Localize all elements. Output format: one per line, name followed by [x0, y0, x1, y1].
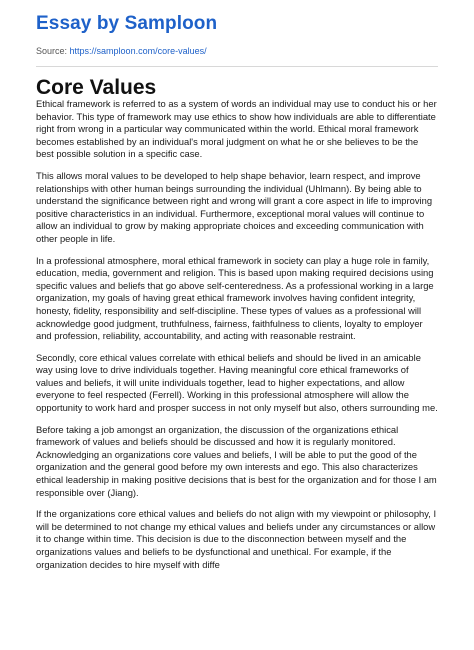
paragraph-2: This allows moral values to be developed to help shape behavior, learn respect, and improve relationships with other human beings surrounding the individual (Uhlmann). By being able to understand the significance between right and wrong will grant a core aspect in life to improving positive characteristics in an individual. Furthermore, exceptional moral values will continue to allow an individual to grow by making appropriate choices and exceeding communication with other people in life.	[36, 169, 433, 244]
source-link[interactable]: https://samploon.com/core-values/	[69, 46, 207, 56]
paragraph-5: Before taking a job amongst an organization, the discussion of the organizations ethical framework of values and beliefs should be discussed and how it is regularly monitored. Acknowledging an organizations core values and beliefs, I will be able to put the good of the organization and the general good before my own interests and ego. This also characterizes ethical leadership in making positive decisions that is best for the organization and for those I am responsible over (Jiang).	[36, 423, 437, 498]
document-title: Core Values	[36, 76, 157, 99]
paragraph-1: Ethical framework is referred to as a system of words an individual may use to conduct his or her behavior. This type of framework may use ethics to show how individuals are able to differentiate right from wrong in a particular way communicated within the world. Ethical moral framework becomes established by an individual's moral judgment on what he or she believes to be the best possible solution in a specific case.	[36, 98, 437, 160]
paragraph-6: If the organizations core ethical values and beliefs do not align with my viewpoint or philosophy, I will be determined to not change my ethical values and beliefs under any circumstances or allow it to change within time. This decision is due to the disconnection between myself and the organizations values and beliefs to be dysfunctional and unethical. For example, if the organization decides to hire myself with diffe	[36, 508, 437, 570]
paragraph-3: In a professional atmosphere, moral ethical framework in society can play a huge role in family, education, media, government and religion. This is based upon making required decisions using specific values and beliefs that go above self-centeredness. As a professional working in a large organization, my goals of having great ethical framework involves having confident integrity, honesty, fidelity, responsibility and self-discipline. These types of values as a professional will acknowledge good judgment, truthfulness, fairness, faithfulness to clients, loyalty to employer and profession, reliability, accountability, and acting with reasonable restraint.	[36, 254, 434, 342]
source-line	[36, 46, 207, 57]
paragraph-4: Secondly, core ethical values correlate with ethical beliefs and should be lived in an amicable way using love to drive individuals together. Having meaningful core ethical frameworks of values and beliefs, it will unite individuals together, lead to higher expectations, and allow everyone to feel respected (Ferrell). Working in this professional atmosphere will allow the opportunity to work hard and prosper success in not only myself but also, others surrounding me.	[36, 351, 438, 414]
header-divider	[36, 66, 438, 67]
source-label: Source:	[36, 46, 70, 56]
brand-title: Essay by Samploon	[36, 13, 218, 34]
essay-body	[36, 98, 438, 580]
